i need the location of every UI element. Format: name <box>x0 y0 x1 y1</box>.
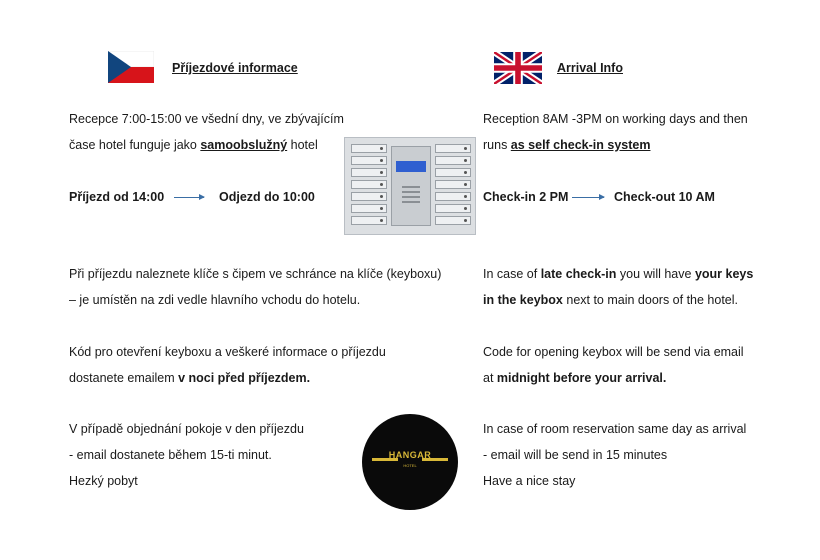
en-keys-line1: In case of late check-in you will have your keys <box>483 267 754 281</box>
en-code-line2: at midnight before your arrival. <box>483 371 667 385</box>
en-sameday-line2: - email will be send in 15 minutes <box>483 448 668 462</box>
cz-arrow-icon <box>174 197 204 198</box>
keybox-left-drawers <box>351 144 387 228</box>
czech-flag-icon <box>108 51 154 83</box>
cz-sameday-line1: V případě objednání pokoje v den příjezdu <box>69 422 304 436</box>
hangar-hotel-logo: HANGAR HOTEL <box>362 414 458 510</box>
cz-checkin: Příjezd od 14:00 <box>69 190 165 204</box>
en-goodbye: Have a nice stay <box>483 474 576 488</box>
keybox-screen <box>396 161 426 172</box>
cz-code-line2: dostanete emailem v noci před příjezdem. <box>69 371 311 385</box>
keypad-icon <box>402 185 420 203</box>
cz-keys-line2: – je umístěn na zdi vedle hlavního vchodu do hotelu. <box>69 293 361 307</box>
keybox-image <box>344 137 476 235</box>
cz-code-line1: Kód pro otevření keyboxu a veškeré informace o příjezdu <box>69 345 386 359</box>
cz-reception-line2: čase hotel funguje jako samoobslužný hotel <box>69 138 318 152</box>
en-checkout: Check-out 10 AM <box>614 190 715 204</box>
en-reception-line2: runs as self check-in system <box>483 138 651 152</box>
en-title: Arrival Info <box>557 61 623 75</box>
en-checkin: Check-in 2 PM <box>483 190 569 204</box>
cz-title: Příjezdové informace <box>172 61 298 75</box>
keybox-right-drawers <box>435 144 471 228</box>
cz-keys-line1: Při příjezdu naleznete klíče s čipem ve schránce na klíče (keyboxu) <box>69 267 442 281</box>
en-arrow-icon <box>572 197 604 198</box>
en-reception-line1: Reception 8AM -3PM on working days and then <box>483 112 748 126</box>
uk-flag-icon <box>494 52 542 84</box>
en-sameday-line1: In case of room reservation same day as arrival <box>483 422 747 436</box>
cz-reception-line1: Recepce 7:00-15:00 ve všední dny, ve zbývajícím <box>69 112 344 126</box>
cz-checkout: Odjezd do 10:00 <box>219 190 315 204</box>
en-code-line1: Code for opening keybox will be send via email <box>483 345 744 359</box>
en-keys-line2: in the keybox next to main doors of the hotel. <box>483 293 738 307</box>
cz-sameday-line2: - email dostanete během 15-ti minut. <box>69 448 272 462</box>
keybox-control-panel <box>391 146 431 226</box>
cz-goodbye: Hezký pobyt <box>69 474 138 488</box>
